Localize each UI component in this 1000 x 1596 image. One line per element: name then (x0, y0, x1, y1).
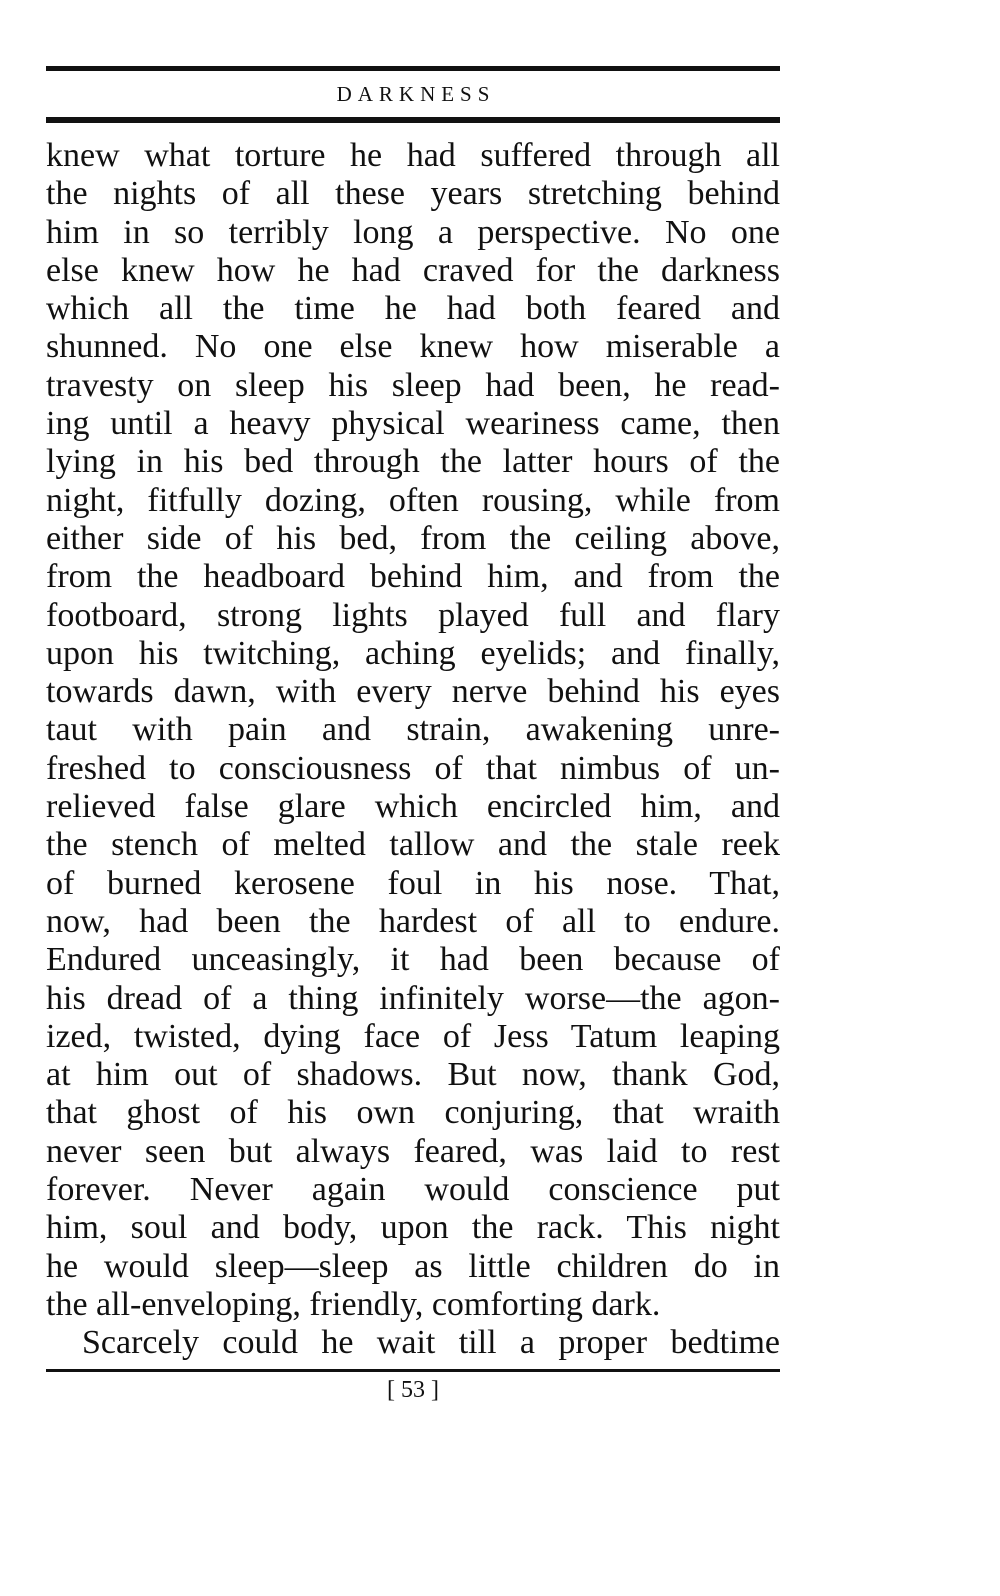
text-line: travesty on sleep his sleep had been, he read- (46, 366, 780, 404)
text-line: Scarcely could he wait till a proper bedtime (82, 1324, 780, 1362)
book-page (46, 66, 780, 1406)
text-line: the nights of all these years stretching behind (46, 175, 780, 213)
text-line: upon his twitching, aching eyelids; and finally, (46, 634, 780, 672)
text-line: footboard, strong lights played full and flary (46, 596, 780, 634)
text-line: from the headboard behind him, and from the (46, 558, 780, 596)
body-text (46, 137, 780, 1363)
text-line: the stench of melted tallow and the stale reek (46, 826, 780, 864)
footer-rule (46, 1369, 780, 1372)
text-line: the all-enveloping, friendly, comforting dark. (46, 1285, 661, 1323)
text-line: that ghost of his own conjuring, that wraith (46, 1094, 780, 1132)
header-rule (46, 117, 780, 123)
text-line: Endured unceasingly, it had been because of (46, 941, 780, 979)
text-line: at him out of shadows. But now, thank God, (46, 1056, 780, 1094)
text-line: him in so terribly long a perspective. No one (46, 213, 780, 251)
text-line: his dread of a thing infinitely worse—the agon- (46, 979, 780, 1017)
text-line: forever. Never again would conscience put (46, 1171, 780, 1209)
running-head: DARKNESS (336, 82, 496, 106)
text-line: towards dawn, with every nerve behind his eyes (46, 673, 780, 711)
text-line: knew what torture he had suffered through all (46, 137, 780, 174)
text-line: he would sleep—sleep as little children do in (46, 1247, 780, 1285)
text-line: else knew how he had craved for the darkness (46, 251, 780, 289)
text-line: never seen but always feared, was laid to rest (46, 1132, 780, 1170)
text-line: taut with pain and strain, awakening unre- (46, 711, 780, 749)
text-line: of burned kerosene foul in his nose. That, (46, 864, 780, 902)
text-line: him, soul and body, upon the rack. This night (46, 1209, 780, 1247)
text-line: either side of his bed, from the ceiling above, (46, 519, 780, 557)
page-number: [ 53 ] (387, 1376, 439, 1403)
text-line: relieved false glare which encircled him, and (46, 788, 780, 826)
text-line: which all the time he had both feared and (46, 290, 780, 328)
text-line: freshed to consciousness of that nimbus of un- (46, 749, 780, 787)
text-line: night, fitfully dozing, often rousing, while from (46, 481, 780, 519)
text-line: lying in his bed through the latter hours of the (46, 443, 780, 481)
text-line: ing until a heavy physical weariness came, then (46, 405, 780, 443)
text-line: ized, twisted, dying face of Jess Tatum leaping (46, 1017, 780, 1055)
text-line: now, had been the hardest of all to endure. (46, 902, 780, 940)
text-line: shunned. No one else knew how miserable a (46, 328, 780, 366)
